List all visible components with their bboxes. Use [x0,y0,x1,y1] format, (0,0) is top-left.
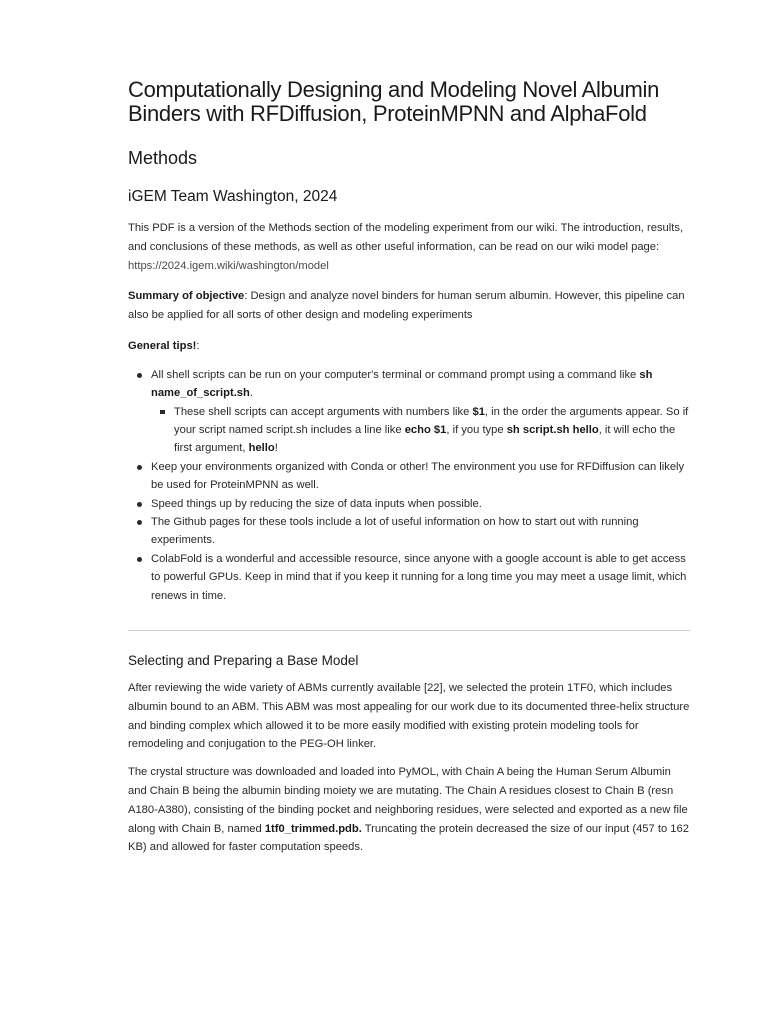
bullet-dot [137,502,142,507]
summary-paragraph [128,287,690,325]
tip-text: ! [274,442,278,455]
tips-colon: : [196,339,200,352]
list-item [151,403,690,458]
list-item [128,513,690,550]
list-item [128,495,690,513]
tip-text: , if you type [446,424,507,436]
bullet-dot [137,373,142,378]
tip-code: sh script.sh hello [506,424,599,436]
list-item [128,550,690,605]
base-model-paragraph-2 [128,763,690,857]
team-heading: iGEM Team Washington, 2024 [128,188,338,205]
tips-label: General tips! [128,339,197,352]
tip-text: These shell scripts can accept arguments with numbers like [174,405,473,418]
base-model-paragraph-1: After reviewing the wide variety of ABMs currently available [22], we selected the protein 1TF0, which includes albumin bound to an ABM. This ABM was most appealing for our work due to its documented three-helix structure and binding complex which allowed it to be more easily modified with existing protein modeling tools for remodeling and conjugation to the PEG-OH linker. [128,682,690,751]
file-name: 1tf0_trimmed.pdb. [264,822,362,835]
tip-code: hello [248,442,275,455]
tips-heading-paragraph [128,337,690,356]
tip-command: sh name_of_script.sh [151,368,653,400]
tips-list [128,366,690,605]
tip-text: Speed things up by reducing the size of data inputs when possible. [151,497,482,510]
page-content [128,78,690,866]
tip-text: All shell scripts can be run on your computer's terminal or command prompt using a command like [151,368,640,381]
bullet-dot [137,520,142,525]
paragraph-text: Truncating the protein decreased the size of our input (457 to 162 KB) and allowed for faster computation speeds. [128,822,689,854]
tip-text: ColabFold is a wonderful and accessible resource, since anyone with a google account is able to get access to powerful GPUs. Keep in mind that if you keep it running for a long time you may meet a usage limit, which renews in time. [151,552,687,602]
wiki-model-link[interactable]: https://2024.igem.wiki/washington/model [128,259,329,272]
list-item [128,366,690,458]
horizontal-divider [128,630,690,631]
summary-text: : Design and analyze novel binders for human serum albumin. However, this pipeline can also be applied for all sorts of other design and modeling experiments [128,290,685,322]
intro-text: This PDF is a version of the Methods section of the modeling experiment from our wiki. The introduction, results, and conclusions of these methods, as well as other useful information, can be read on our wiki model page: [128,222,684,253]
tip-text: , in the order the arguments appear. So if your script named script.sh includes a line like [174,405,689,436]
bullet-square [160,410,165,415]
list-item [128,458,690,495]
sub-list [151,403,690,458]
bullet-dot [137,465,142,470]
tip-code: $1 [472,405,485,418]
intro-paragraph [128,219,690,275]
summary-label: Summary of objective [128,290,245,303]
subsection-heading: Selecting and Preparing a Base Model [128,653,359,669]
bullet-dot [137,557,142,562]
tip-text: The Github pages for these tools include a lot of useful information on how to start out with running experiments. [151,516,639,547]
section-heading: Methods [128,148,198,168]
tip-code: echo $1 [404,424,447,436]
tip-text: Keep your environments organized with Conda or other! The environment you use for RFDiffusion can likely be used for ProteinMPNN as well. [151,460,685,492]
paragraph-text: The crystal structure was downloaded and loaded into PyMOL, with Chain A being the Human Serum Albumin and Chain B being the albumin binding moiety we are mutating. The Chain A residues closest to Chain B (resn A180-A380), consisting of the binding pocket and neighboring residues, were selected and exported as a new file along with Chain B, named [128,766,688,835]
tip-text: . [249,387,253,400]
tip-text: , it will echo the first argument, [174,424,676,455]
document-title: Computationally Designing and Modeling Novel Albumin Binders with RFDiffusion, ProteinMPNN and AlphaFold [128,77,660,126]
